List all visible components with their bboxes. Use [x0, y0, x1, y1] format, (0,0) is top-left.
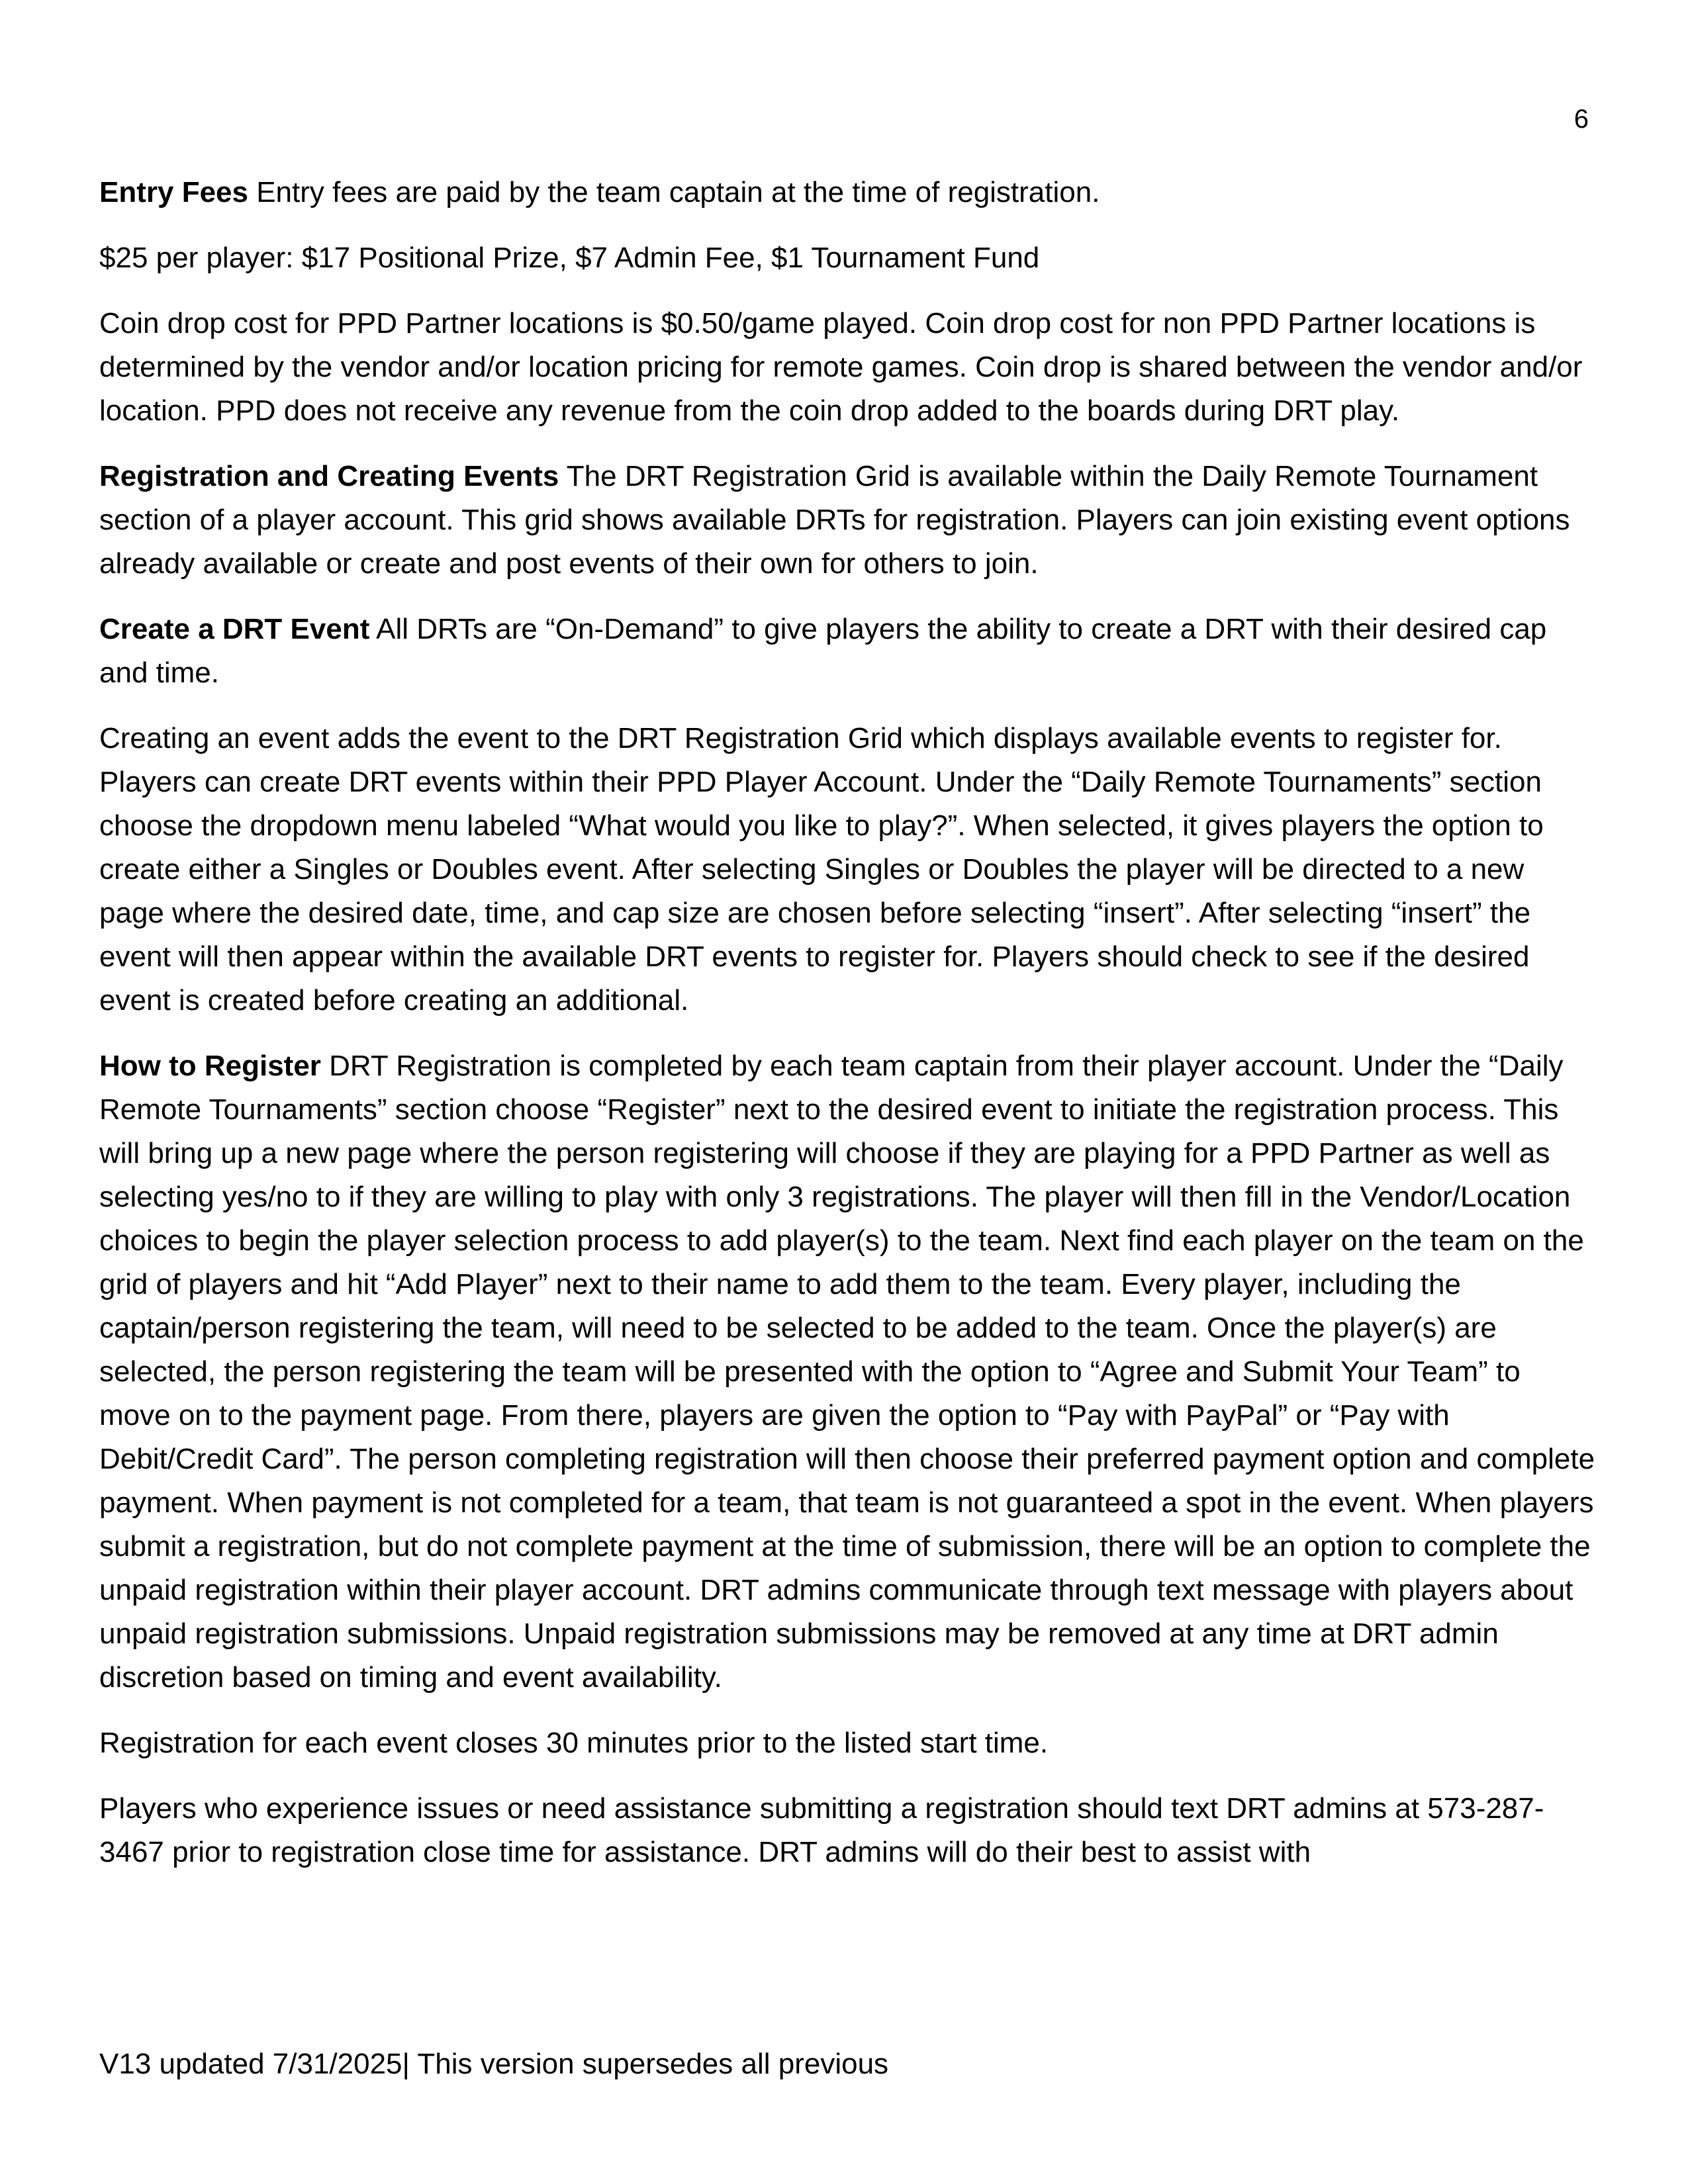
heading-create-event: Create a DRT Event — [99, 613, 370, 645]
page-footer: V13 updated 7/31/2025| This version supersedes all previous — [99, 2048, 889, 2080]
paragraph-how-to-register — [99, 1044, 1595, 1700]
paragraph-text: Players who experience issues or need assistance submitting a registration should text DRT admins at 573-287-3467 prior to registration close time for assistance. DRT admins will do their best to assist with — [99, 1792, 1544, 1868]
heading-registration-events: Registration and Creating Events — [99, 460, 559, 492]
heading-how-to-register: How to Register — [99, 1050, 321, 1082]
paragraph-text: Entry fees are paid by the team captain at the time of registration. — [248, 176, 1100, 208]
paragraph-text: Creating an event adds the event to the DRT Registration Grid which displays available events to register for. Players can create DRT events within their PPD Player Account. Under the “Daily Remote Tournaments” section choose the dropdown menu labeled “What would you like to play?”. When selected, it gives players the option to create either a Singles or Doubles event. After selecting Singles or Doubles the player will be directed to a new page where the desired date, time, and cap size are chosen before selecting “insert”. After selecting “insert” the event will then appear within the available DRT events to register for. Players should check to see if the desired event is created before creating an additional. — [99, 722, 1544, 1017]
paragraph-entry-fees — [99, 171, 1595, 214]
paragraph-creating-event-steps — [99, 717, 1595, 1023]
document-body — [99, 171, 1595, 1896]
paragraph-coin-drop — [99, 302, 1595, 433]
paragraph-registration-close — [99, 1721, 1595, 1765]
paragraph-text: Registration for each event closes 30 minutes prior to the listed start time. — [99, 1727, 1049, 1759]
paragraph-text: Coin drop cost for PPD Partner locations is $0.50/game played. Coin drop cost for non PPD Partner locations is determined by the vendor and/or location pricing for remote games. Coin drop is shared between the vendor and/or location. PPD does not receive any revenue from the coin drop added to the boards during DRT play. — [99, 307, 1583, 427]
paragraph-create-event — [99, 608, 1595, 695]
page-number: 6 — [1573, 105, 1589, 134]
paragraph-text: DRT Registration is completed by each team captain from their player account. Under the “Daily Remote Tournaments” section choose “Register” next to the desired event to initiate the registration process. This will bring up a new page where the person registering will choose if they are playing for a PPD Partner as well as selecting yes/no to if they are willing to play with only 3 registrations. The player will then fill in the Vendor/Location choices to begin the player selection process to add player(s) to the team. Next find each player on the team on the grid of players and hit “Add Player” next to their name to add them to the team. Every player, including the captain/person registering the team, will need to be selected to be added to the team. Once the player(s) are selected, the person registering the team will be presented with the option to “Agree and Submit Your Team” to move on to the payment page. From there, players are given the option to “Pay with PayPal” or “Pay with Debit/Credit Card”. The person completing registration will then choose their preferred payment option and complete payment. When payment is not completed for a team, that team is not guaranteed a spot in the event. When players submit a registration, but do not complete payment at the time of submission, there will be an option to complete the unpaid registration within their player account. DRT admins communicate through text message with players about unpaid registration submissions. Unpaid registration submissions may be removed at any time at DRT admin discretion based on timing and event availability. — [99, 1050, 1595, 1694]
heading-entry-fees: Entry Fees — [99, 176, 248, 208]
paragraph-text: $25 per player: $17 Positional Prize, $7 Admin Fee, $1 Tournament Fund — [99, 242, 1040, 274]
paragraph-text: The DRT Registration Grid is available within the Daily Remote Tournament section of a player account. This grid shows available DRTs for registration. Players can join existing event options already available or create and post events of their own for others to join. — [99, 460, 1570, 580]
paragraph-fee-breakdown — [99, 236, 1595, 280]
paragraph-text: All DRTs are “On-Demand” to give players the ability to create a DRT with their desired cap and time. — [99, 613, 1547, 689]
paragraph-registration-events — [99, 455, 1595, 586]
paragraph-assistance — [99, 1787, 1595, 1874]
